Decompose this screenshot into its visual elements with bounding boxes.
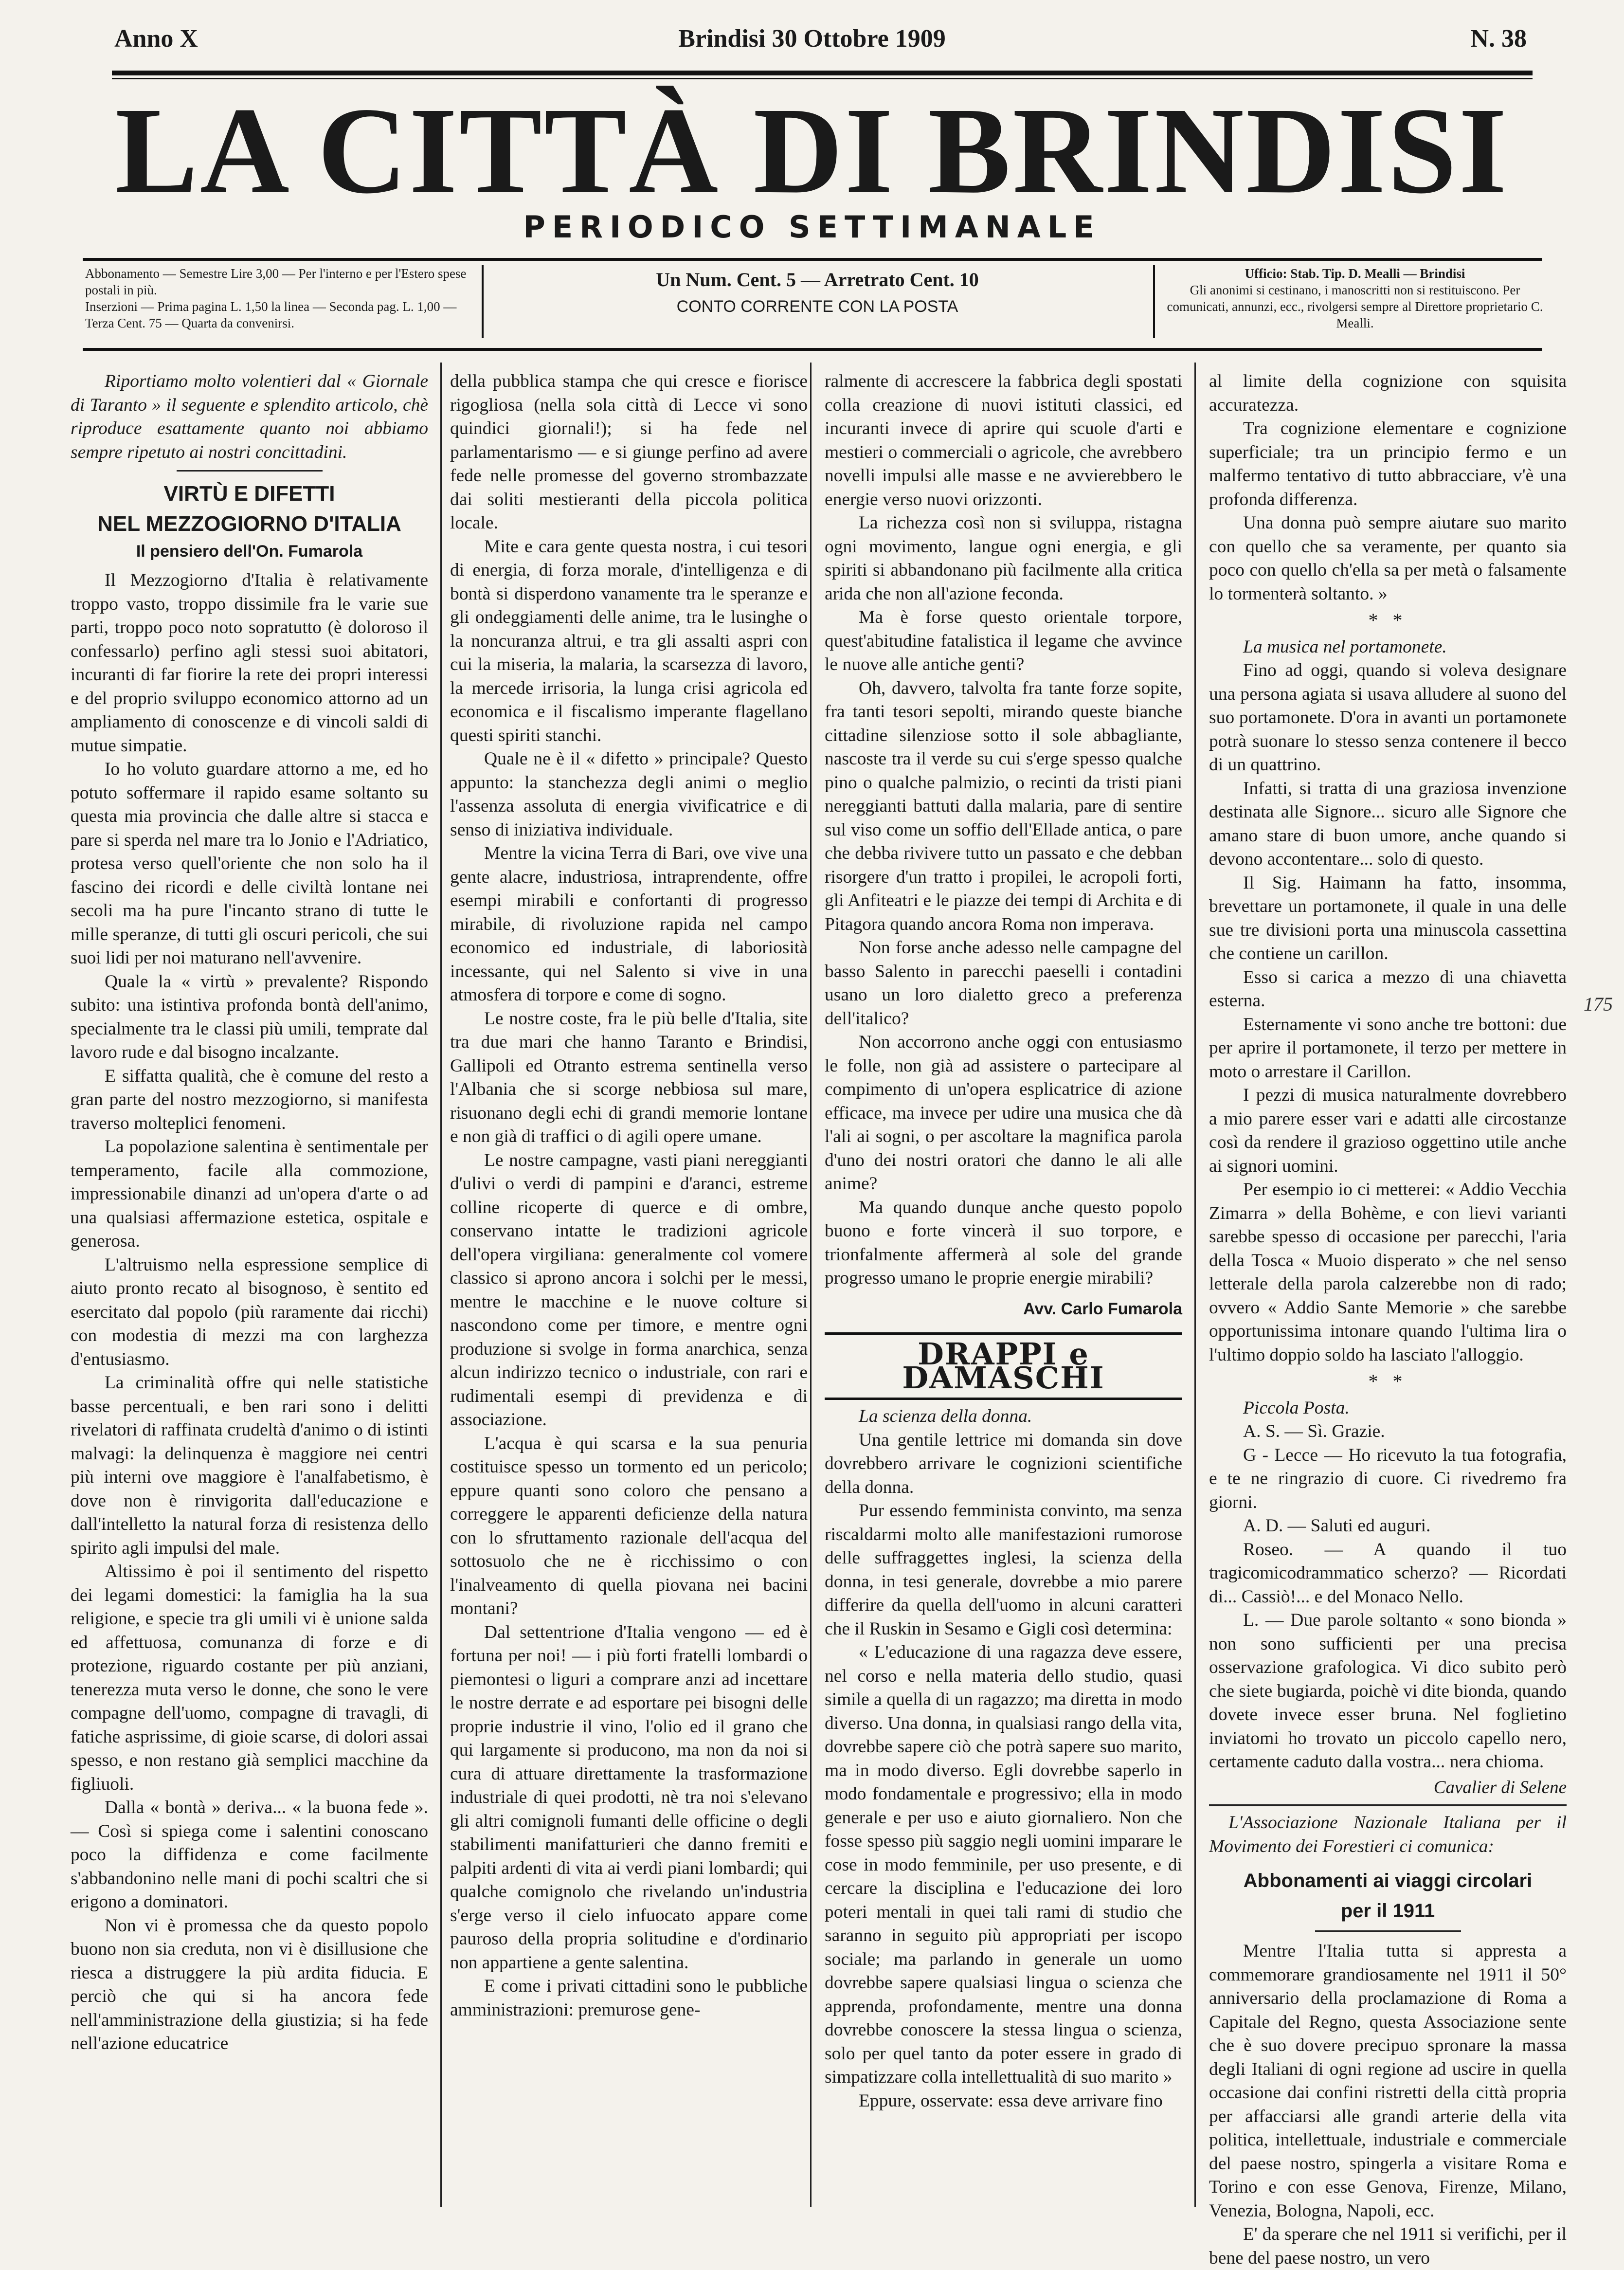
post-item: A. D. — Saluti ed auguri. [1243,1516,1431,1536]
paragraph: Altissimo è poi il sentimento del rispetto dei legami domestici: la famiglia ha la sua religione, e specie tra gli umili vi è unione salda ed affettuosa, comunanza di forze e di protezione, riguardo costante per più anziani, tenerezza muta verso le donne, che sono le vere compagne dell'uomo, compagne di travagli, di fatiche asprissime, di gioie scarse, di dolori assai spesso, e non restano già semplici macchine da figliuoli. [71,1562,428,1794]
column-4 [1209,370,1567,2268]
paragraph: Per esempio io ci metterei: « Addio Vecchia Zimarra » della Bohème, e con lievi varianti sarebbe spesso di occasione per parecchi, l'aria della Tosca « Muoio disperato » che nel senso letterale della parola calzerebbe non di rado; ovvero « Addio Sante Memorie » che sarebbe opportunissima intonare quando l'ultima lira o l'ultimo doppio soldo ha lasciato l'alloggio. [1209,1180,1567,1365]
section-headline-2: per il 1911 [1340,1900,1435,1922]
paragraph: Infatti, si tratta di una graziosa invenzione destinata alle Signore... sicuro alle Signore che amano stare di buon umore, anche quando si devono accontentare... solo di questo. [1209,778,1567,869]
paragraph: Eppure, osservate: essa deve arrivare fino [859,2090,1163,2111]
paragraph: La criminalità offre qui nelle statistiche basse percentuali, e ben rari sono i delitti rivelatori di raffinata crudeltà d'animo o di istinti malvagi: la delinquenza è maggiore nei centri più interni ove maggiore è l'analfabetismo, è dove non è rinvigorita dall'educazione e dall'intelletto la natural forza di resistenza dello spirito agli impulsi del male. [71,1373,428,1558]
paragraph: Ma è forse questo orientale torpore, quest'abitudine fatalistica il legame che avvince le nuove alle antiche genti? [825,607,1182,674]
paragraph: Non vi è promessa che da questo popolo buono non sia creduta, non vi è disillusione che riesca a distruggere la più ardita fiducia. E perciò che qui si ha ancora fede nell'amministrazione della giustizia; si ha fede nell'azione educatrice [71,1915,428,2053]
price-line: Un Num. Cent. 5 — Arretrato Cent. 10 [656,269,979,291]
paragraph: Il Sig. Haimann ha fatto, insomma, brevettare un portamonete, il quale in una delle sue tre divisioni porta una minuscola cassettina che contiene un carillon. [1209,872,1567,963]
post-item: L. — Due parole soltanto « sono bionda » non sono sufficienti per una precisa osservazione grafologica. Vi dico subito però che siete bugiarda, poichè vi dite bionda, quando dovete invece esser bruna. Nel foglietino inviatomi ho trovato un piccolo capello nero, certamente caduto dalla vostra... nera chioma. [1209,1610,1567,1772]
paragraph: Esso si carica a mezzo di una chiavetta esterna. [1209,967,1567,1011]
paragraph: I pezzi di musica naturalmente dovrebbero a mio parere esser vari e adatti alle circostanze così da rendere il grazioso oggettino utile anche ai signori uomini. [1209,1085,1567,1176]
office-info [1163,265,1547,343]
article-headline-2: NEL MEZZOGIORNO D'ITALIA [97,512,401,536]
association-note: L'Associazione Nazionale Italiana per il Movimento dei Forestieri ci comunica: [1209,1813,1567,1856]
column-rule-1 [440,363,442,2207]
top-line [0,15,1624,63]
paragraph: La richezza così non si sviluppa, ristagna ogni movimento, langue ogni energia, e gli spiriti si abbandonano più facilmente alla critica arida che non all'azione feconda. [825,513,1182,604]
column-3 [825,370,1182,2204]
column-2 [450,370,808,2204]
column-rule-2 [810,363,812,2207]
price-info [491,265,1143,343]
office-line: Ufficio: Stab. Tip. D. Mealli — Brindisi [1245,266,1465,281]
paragraph: Mentre la vicina Terra di Bari, ove vive una gente alacre, industriosa, intraprendente, offre esempi mirabili e confortanti di progresso mirabile, di rivoluzione rapida nel campo economico ed industriale, di laboriosità incessante, qui nel Salento si vive in una atmosfera di torpore e come di sogno. [450,843,808,1005]
intro-note: Riportiamo molto volentieri dal « Giornale di Taranto » il seguente e splendito articolo, chè riproduce esattamente quanto noi abbiamo sempre ripetuto ai nostri concittadini. [71,371,428,462]
column-1 [71,370,428,2204]
info-rule-top [83,258,1542,261]
paragraph: Oh, davvero, talvolta fra tante forze sopite, fra tanti tesori sepolti, mirando queste bianche cittadine silenziose sotto il sole abbagliante, nascoste tra il verde su cui s'erge spesso qualche pino o qualche palmizio, o recinti da tristi piani nereggianti battuti dalla malaria, pare di sentire sul viso come un soffio dell'Ellade antica, o pare che debba rivivere tutto un passato e che debban risorgere d'un tratto i propilei, le acropoli forti, gli Anfiteatri e le piazze dei tempi di Archita e di Pitagora quando ancora Roma non imperava. [825,678,1182,934]
subscription-line: Abbonamento — Semestre Lire 3,00 — Per l'interno e per l'Estero spese postali in più. [85,266,467,297]
headline-rule [1315,1930,1461,1932]
post-item: A. S. — Sì. Grazie. [1243,1421,1385,1441]
column-rule-3 [1194,363,1196,2207]
subscription-info [85,265,474,343]
paragraph: Le nostre campagne, vasti piani nereggianti d'ulivi o verdi di pampini e d'aranci, estreme colline ricoperte di querce e di ombre, conservano intatte le tradizioni agricole dell'opera virgiliana: generalmente col vomere classico si aprono ancora i solchi per le messi, mentre le macchine e le nuove colture si nascondono come per timore, e mentre ogni produzione si svolge in forma anarchica, senza alcun indirizzo tecnico o industriale, con rari e rudimentali esempi di previdenza e di associazione. [450,1150,808,1430]
post-item: G - Lecce — Ho ricevuto la tua fotografia, e te ne ringrazio di cuore. Ci rivedremo fra giorni. [1209,1445,1567,1512]
paragraph: Le nostre coste, fra le più belle d'Italia, site tra due mari che hanno Taranto e Brindisi, Gallipoli ed Otranto estrema sentinella verso l'Albania che si scorge nebbiosa sul mare, risuonano degli echi di grandi memorie lontane e non già di traffici o di agili opere umane. [450,1008,808,1146]
top-rule [112,71,1533,75]
section-rule [1209,1804,1567,1806]
paragraph: E come i privati cittadini sono le pubbliche amministrazioni: premurose gene- [450,1976,808,2020]
paragraph: Il Mezzogiorno d'Italia è relativamente troppo vasto, troppo dissimile fra le varie sue parti, troppo poco noto sopratutto (è doloroso il confessarlo) perfino agli stessi suoi abitatori, incuranti di far fiorire la rete dei propri interessi e del proprio sviluppo economico attorno ad un ampliamento di conoscenze e di vincoli saldi di mutue simpatie. [71,570,428,756]
info-divider-2 [1153,265,1155,338]
top-rule-thin [112,78,1533,79]
postal-line: CONTO CORRENTE CON LA POSTA [676,297,958,316]
paragraph: Una gentile lettrice mi domanda sin dove dovrebbero arrivare le cognizioni scientifiche della donna. [825,1430,1182,1497]
paragraph: Dal settentrione d'Italia vengono — ed è fortuna per noi! — i più forti fratelli lombardi o piemontesi o liguri a comprare anzi ad incettare le nostre derrate e ad esportare pei bisogni delle proprie industrie il vino, l'olio ed il grano che qui largamente si producono, ma non da noi si cura di attuare direttamente la trasformazione industriale di quei prodotti, nè tra noi s'elevano gli altri comignoli fumanti delle officine o degli stabilimenti manifatturieri che danno fremiti e palpiti ardenti di vita ai verdi piani lombardi; qui qualche comignolo che rivelando un'industria s'erge verso il cielo infuocato appare come pauroso della propria solitudine e d'ordinario non appartiene a gente salentina. [450,1622,808,1973]
article-kicker: Il pensiero dell'On. Fumarola [136,542,363,561]
masthead-title: LA CITTÀ DI BRINDISI [115,82,1509,219]
info-rule-bottom [83,348,1542,351]
paragraph: « L'educazione di una ragazza deve essere, nel corso e nella materia dello studio, quasi simile a quella di un ragazzo; ma diretta in modo diverso. Una donna, in qualsiasi rango della vita, dovrebbe sapere ciò che potrà sapere suo marito, ma in modo diverso. Egli dovrebbe saperlo in modo fondamentale e progressivo; ella in modo generale e per uso e aiuto giornaliero. Non che fosse spesso più saggio negli uomini imparare le cose in modo femminile, per uso presente, e di cercare la disciplina e l'educazione dei loro poteri mentali in quei tali rami di studio che saranno in seguito più appropriati per iscopo sociale; ma parlando in generale un uomo dovrebbe sapere qualsiasi lingua o scienza che apprenda, profondamente, mentre una donna dovrebbe conoscere la stessa lingua o scienza, solo per quel tanto da poter essere in grado di simpatizzare colla intellettualità di suo marito » [825,1642,1182,2087]
post-item: Roseo. — A quando il tuo tragicomicodrammatico scherzo? — Ricordati di... Cassiò!... e del Monaco Nello. [1209,1539,1567,1607]
paragraph: Io ho voluto guardare attorno a me, ed ho potuto soffermare il rapido esame soltanto su questa mia provincia che dalle altre si stacca e pare si sperda nel mare tra lo Jonio e l'Adriatico, protesa verso quell'oriente che non solo ha il fascino dei ricordi e delle civiltà lontane nei secoli ma ha pure l'incanto strano di tutte le mille speranze, di tutti gli oscuri pericoli, che sui suoi lidi per noi maturano nell'avvenire. [71,759,428,968]
paragraph: Tra cognizione elementare e cognizione superficiale; tra un principio fermo e un malfermo tentativo di tutto abbracciare, v'è una profonda differenza. [1209,418,1567,509]
paragraph: L'altruismo nella espressione semplice di aiuto pronto recato al bisognoso, è sentito ed esercitato dal popolo (più raramente dai ricchi) con modestia di mezzi ma con larghezza d'entusiasmo. [71,1254,428,1369]
section-title: Piccola Posta. [1243,1398,1350,1418]
paragraph: E siffatta qualità, che è comune del resto a gran parte del nostro mezzogiorno, si manifesta traverso molteplici fenomeni. [71,1066,428,1133]
issue-date: Brindisi 30 Ottobre 1909 [678,25,946,53]
article-headline-1: VIRTÙ E DIFETTI [163,482,335,506]
margin-note: 175 [1584,993,1613,1015]
anonymous-note: Gli anonimi si cestinano, i manoscritti non si restituiscono. Per comunicati, annunzi, ecc., rivolgersi sempre al Direttore proprietario C. Mealli. [1167,283,1543,330]
paragraph: Quale ne è il « difetto » principale? Questo appunto: la stanchezza degli animi o meglio l'assenza assoluta di energia vivificatrice e di senso di iniziativa individuale. [450,749,808,840]
section-title: La scienza della donna. [859,1406,1032,1426]
paragraph: E' da sperare che nel 1911 si verifichi, per il bene del paese nostro, un vero [1209,2224,1567,2268]
intro-rule [177,470,323,472]
paragraph: Non forse anche adesso nelle campagne del basso Salento in parecchi paeselli i contadini usano un loro dialetto greco a preferenza dell'italico? [825,938,1182,1029]
insertion-line: Inserzioni — Prima pagina L. 1,50 la linea — Seconda pag. L. 1,00 — Terza Cent. 75 — Quarta da convenirsi. [85,299,457,330]
paragraph: Quale la « virtù » prevalente? Rispondo subito: una istintiva profonda bontà dell'animo, specialmente tra le classi più umili, temprate dal lavoro rude e dal bisogno incalzante. [71,971,428,1062]
paragraph: della pubblica stampa che qui cresce e fiorisce rigogliosa (nella sola città di Lecce vi sono quindici giornali!); si ha fede nel parlamentarismo — e si giunge perfino ad avere fede nelle promesse del governo strombazzate dai soliti mestieranti della piccola politica locale. [450,371,808,533]
paragraph: Dalla « bontà » deriva... « la buona fede ». — Così si spiega come i salentini conoscano poco la diffidenza e come facilmente s'abbandonino nelle mani di pochi scaltri che si erigono a dominatori. [71,1798,428,1912]
section-stars: * * [1368,609,1407,631]
issue-number: N. 38 [1470,25,1527,53]
paragraph: Una donna può sempre aiutare suo marito con quello che sa veramente, per quanto sia poco con quello ch'ella sa per metà o falsamente lo tormenterà soltanto. » [1209,513,1567,604]
masthead-subtitle: PERIODICO SETTIMANALE [523,209,1101,245]
post-signature: Cavalier di Selene [1433,1777,1567,1798]
paragraph: Pur essendo femminista convinto, ma senza riscaldarmi molto alle manifestazioni rumorose delle suffraggettes inglesi, la scienza della donna, in tesi generale, dovrebbe a mio parere differire da quella dell'uomo in alcuni caratteri che il Ruskin in Sesamo e Gigli così determina: [825,1501,1182,1639]
issue-year: Anno X [114,25,198,53]
paragraph: Fino ad oggi, quando si voleva designare una persona agiata si usava alludere al suono del suo portamonete. D'ora in avanti un portamonete potrà suonare lo stesso senza contenere il becco di un quattrino. [1209,660,1567,775]
info-divider-1 [482,265,484,338]
paragraph: ralmente di accrescere la fabbrica degli spostati colla creazione di nuovi istituti classici, ed incuranti invece di aprire qui scuole d'arti e mestieri o commerciali o agricole, che avrebbero novelli impulsi alle masse e ne avvierebbero le energie verso nuovi orizzonti. [825,371,1182,509]
paragraph: La popolazione salentina è sentimentale per temperamento, facile alla commozione, impressionabile dinanzi ad un'opera d'arte o ad una qualsiasi affermazione estetica, ospitale e generosa. [71,1137,428,1251]
paragraph: Mentre l'Italia tutta si appresta a commemorare grandiosamente nel 1911 il 50° anniversario della proclamazione di Roma a Capitale del Regno, questa Associazione sente che è suo dovere precipuo spronare la massa degli Italiani di ogni regione ad uscire in quella occasione dai confini ristretti della città propria per affacciarsi alle grandi arterie della vita politica, intellettuale, industriale e commerciale del paese nostro, spingerla a visitare Roma e Torino e con esse Genova, Firenze, Milano, Venezia, Bologna, Napoli, ecc. [1209,1941,1567,2221]
rubric-title: DRAPPI e DAMASCHI [825,1332,1182,1400]
paragraph: Ma quando dunque anche questo popolo buono e forte vincerà il suo torpore, e trionfalmente affermerà al sole del grande progresso umano le proprie energie mirabili? [825,1197,1182,1288]
section-stars: * * [1368,1370,1407,1392]
section-headline-1: Abbonamenti ai viaggi circolari [1243,1870,1533,1891]
paragraph: L'acqua è qui scarsa e la sua penuria costituisce spesso un tormento ed un pericolo; eppure quanti sono coloro che pensano a correggere le apparenti deficienze della natura con lo sfruttamento razionale dell'acqua del sottosuolo che ne è ricchissimo o con l'inalveamento di quella piovana nei bacini montani? [450,1433,808,1618]
paragraph: Mite e cara gente questa nostra, i cui tesori di energia, di forza morale, d'intelligenza e di bontà si disperdono vanamente tra le speranze e gli ondeggiamenti delle anime, tra le lusinghe o la noncuranza altrui, e tra gli assalti aspri con cui la miseria, la malaria, la scarsezza di lavoro, la mercede irrisoria, la lunga crisi agricola ed economica e il fiscalismo imperante flagellano questi spiriti stanchi. [450,536,808,745]
paragraph: al limite della cognizione con squisita accuratezza. [1209,371,1567,415]
section-title: La musica nel portamonete. [1243,636,1447,657]
paragraph: Esternamente vi sono anche tre bottoni: due per aprire il portamonete, il terzo per mettere in moto o arrestare il Carillon. [1209,1014,1567,1082]
article-signature: Avv. Carlo Fumarola [1023,1299,1182,1318]
paragraph: Non accorrono anche oggi con entusiasmo le folle, non già ad assistere o partecipare al compimento di un'opera esplicatrice di azione efficace, ma invece per udire una musica che dà l'ali ai sogni, o per ascoltare la magnifica parola d'uno dei nostri oratori che danno le ali alle anime? [825,1032,1182,1194]
